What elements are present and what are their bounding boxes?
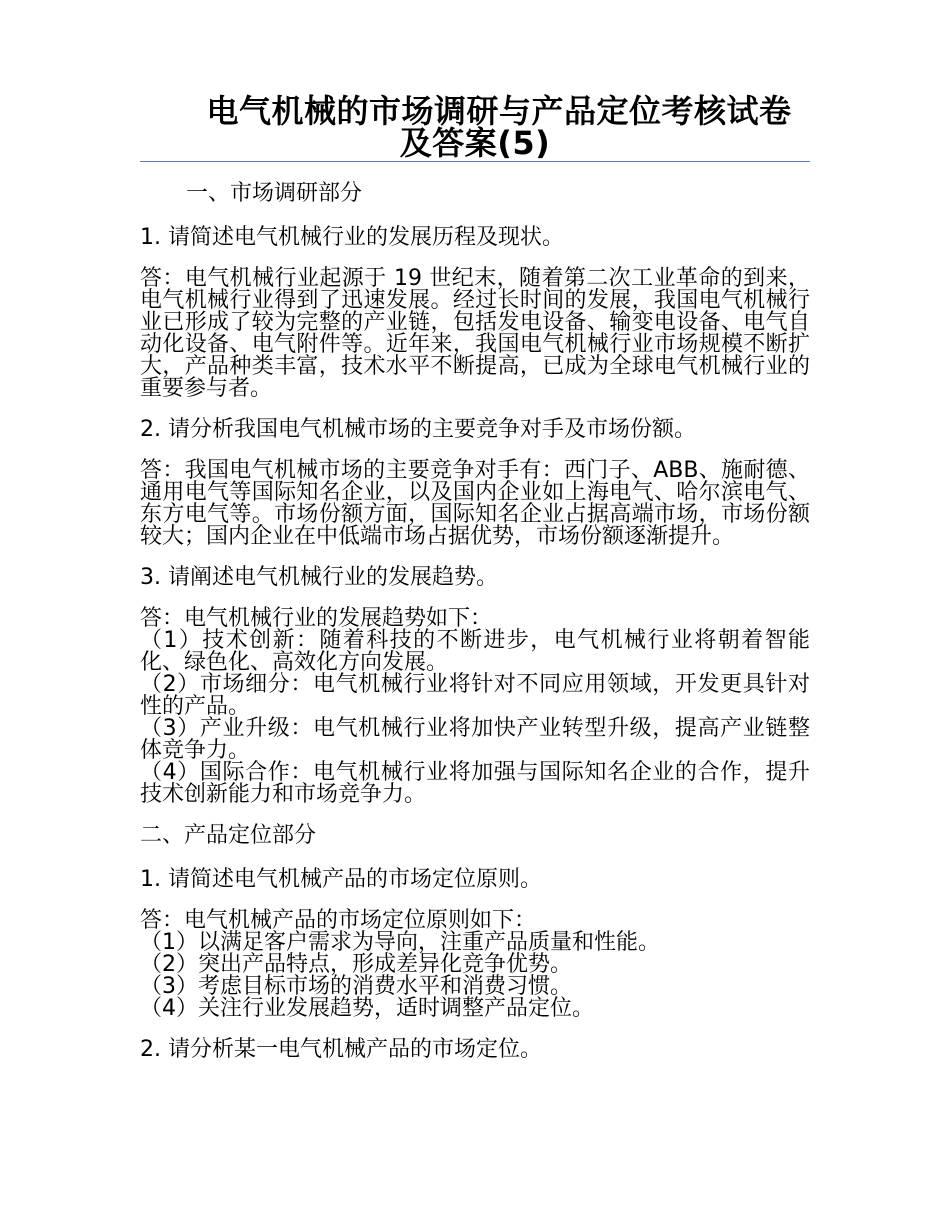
- question-3: 3. 请阐述电气机械行业的发展趋势。: [140, 565, 498, 590]
- answer-4-item: （2）突出产品特点，形成差异化竞争优势。: [140, 952, 572, 977]
- question-5: 2. 请分析某一电气机械产品的市场定位。: [140, 1037, 542, 1062]
- question-4: 1. 请简述电气机械产品的市场定位原则。: [140, 867, 542, 892]
- section-heading-product-positioning: 二、产品定位部分: [140, 823, 317, 848]
- answer-3-item: （4）国际合作：电气机械行业将加强与国际知名企业的合作，提升技术创新能力和市场竞争力。: [140, 760, 810, 807]
- title-line-1: 电气机械的市场调研与产品定位考核试卷: [206, 92, 792, 130]
- answer-1: 答：电气机械行业起源于 19 世纪末，随着第二次工业革命的到来，电气机械行业得到了迅速发展。经过长时间的发展，我国电气机械行业已形成了较为完整的产业链，包括发电设备、输变电设备、电气自动化设备、电气附件等。近年来，我国电气机械行业市场规模不断扩大，产品种类丰富，技术水平不断提高，已成为全球电气机械行业的重要参与者。: [140, 266, 810, 401]
- answer-4-item: （1）以满足客户需求为导向，注重产品质量和性能。: [140, 930, 660, 955]
- answer-4-item: （4）关注行业发展趋势，适时调整产品定位。: [140, 996, 594, 1021]
- section-heading-market-research: 一、市场调研部分: [186, 181, 363, 206]
- answer-2: 答：我国电气机械市场的主要竞争对手有：西门子、ABB、施耐德、通用电气等国际知名企业，以及国内企业如上海电气、哈尔滨电气、东方电气等。市场份额方面，国际知名企业占据高端市场，市场份额较大；国内企业在中低端市场占据优势，市场份额逐渐提升。: [140, 458, 810, 549]
- answer-4: [140, 910, 810, 1020]
- answer-3-item: （1）技术创新：随着科技的不断进步，电气机械行业将朝着智能化、绿色化、高效化方向发展。: [140, 628, 810, 675]
- title-line-2: 及答案(5): [399, 124, 551, 162]
- question-2: 2. 请分析我国电气机械市场的主要竞争对手及市场份额。: [140, 417, 696, 442]
- document-body: [140, 180, 810, 1080]
- title-underline: [140, 161, 810, 162]
- document-title: [140, 92, 810, 162]
- answer-4-item: （3）考虑目标市场的消费水平和消费习惯。: [140, 974, 572, 999]
- answer-3-intro: 答：电气机械行业的发展趋势如下：: [140, 606, 493, 631]
- answer-3: [140, 608, 810, 806]
- answer-4-intro: 答：电气机械产品的市场定位原则如下：: [140, 908, 537, 933]
- answer-3-item: （3）产业升级：电气机械行业将加快产业转型升级，提高产业链整体竞争力。: [140, 716, 810, 763]
- answer-3-item: （2）市场细分：电气机械行业将针对不同应用领域，开发更具针对性的产品。: [140, 672, 810, 719]
- question-1: 1. 请简述电气机械行业的发展历程及现状。: [140, 225, 564, 250]
